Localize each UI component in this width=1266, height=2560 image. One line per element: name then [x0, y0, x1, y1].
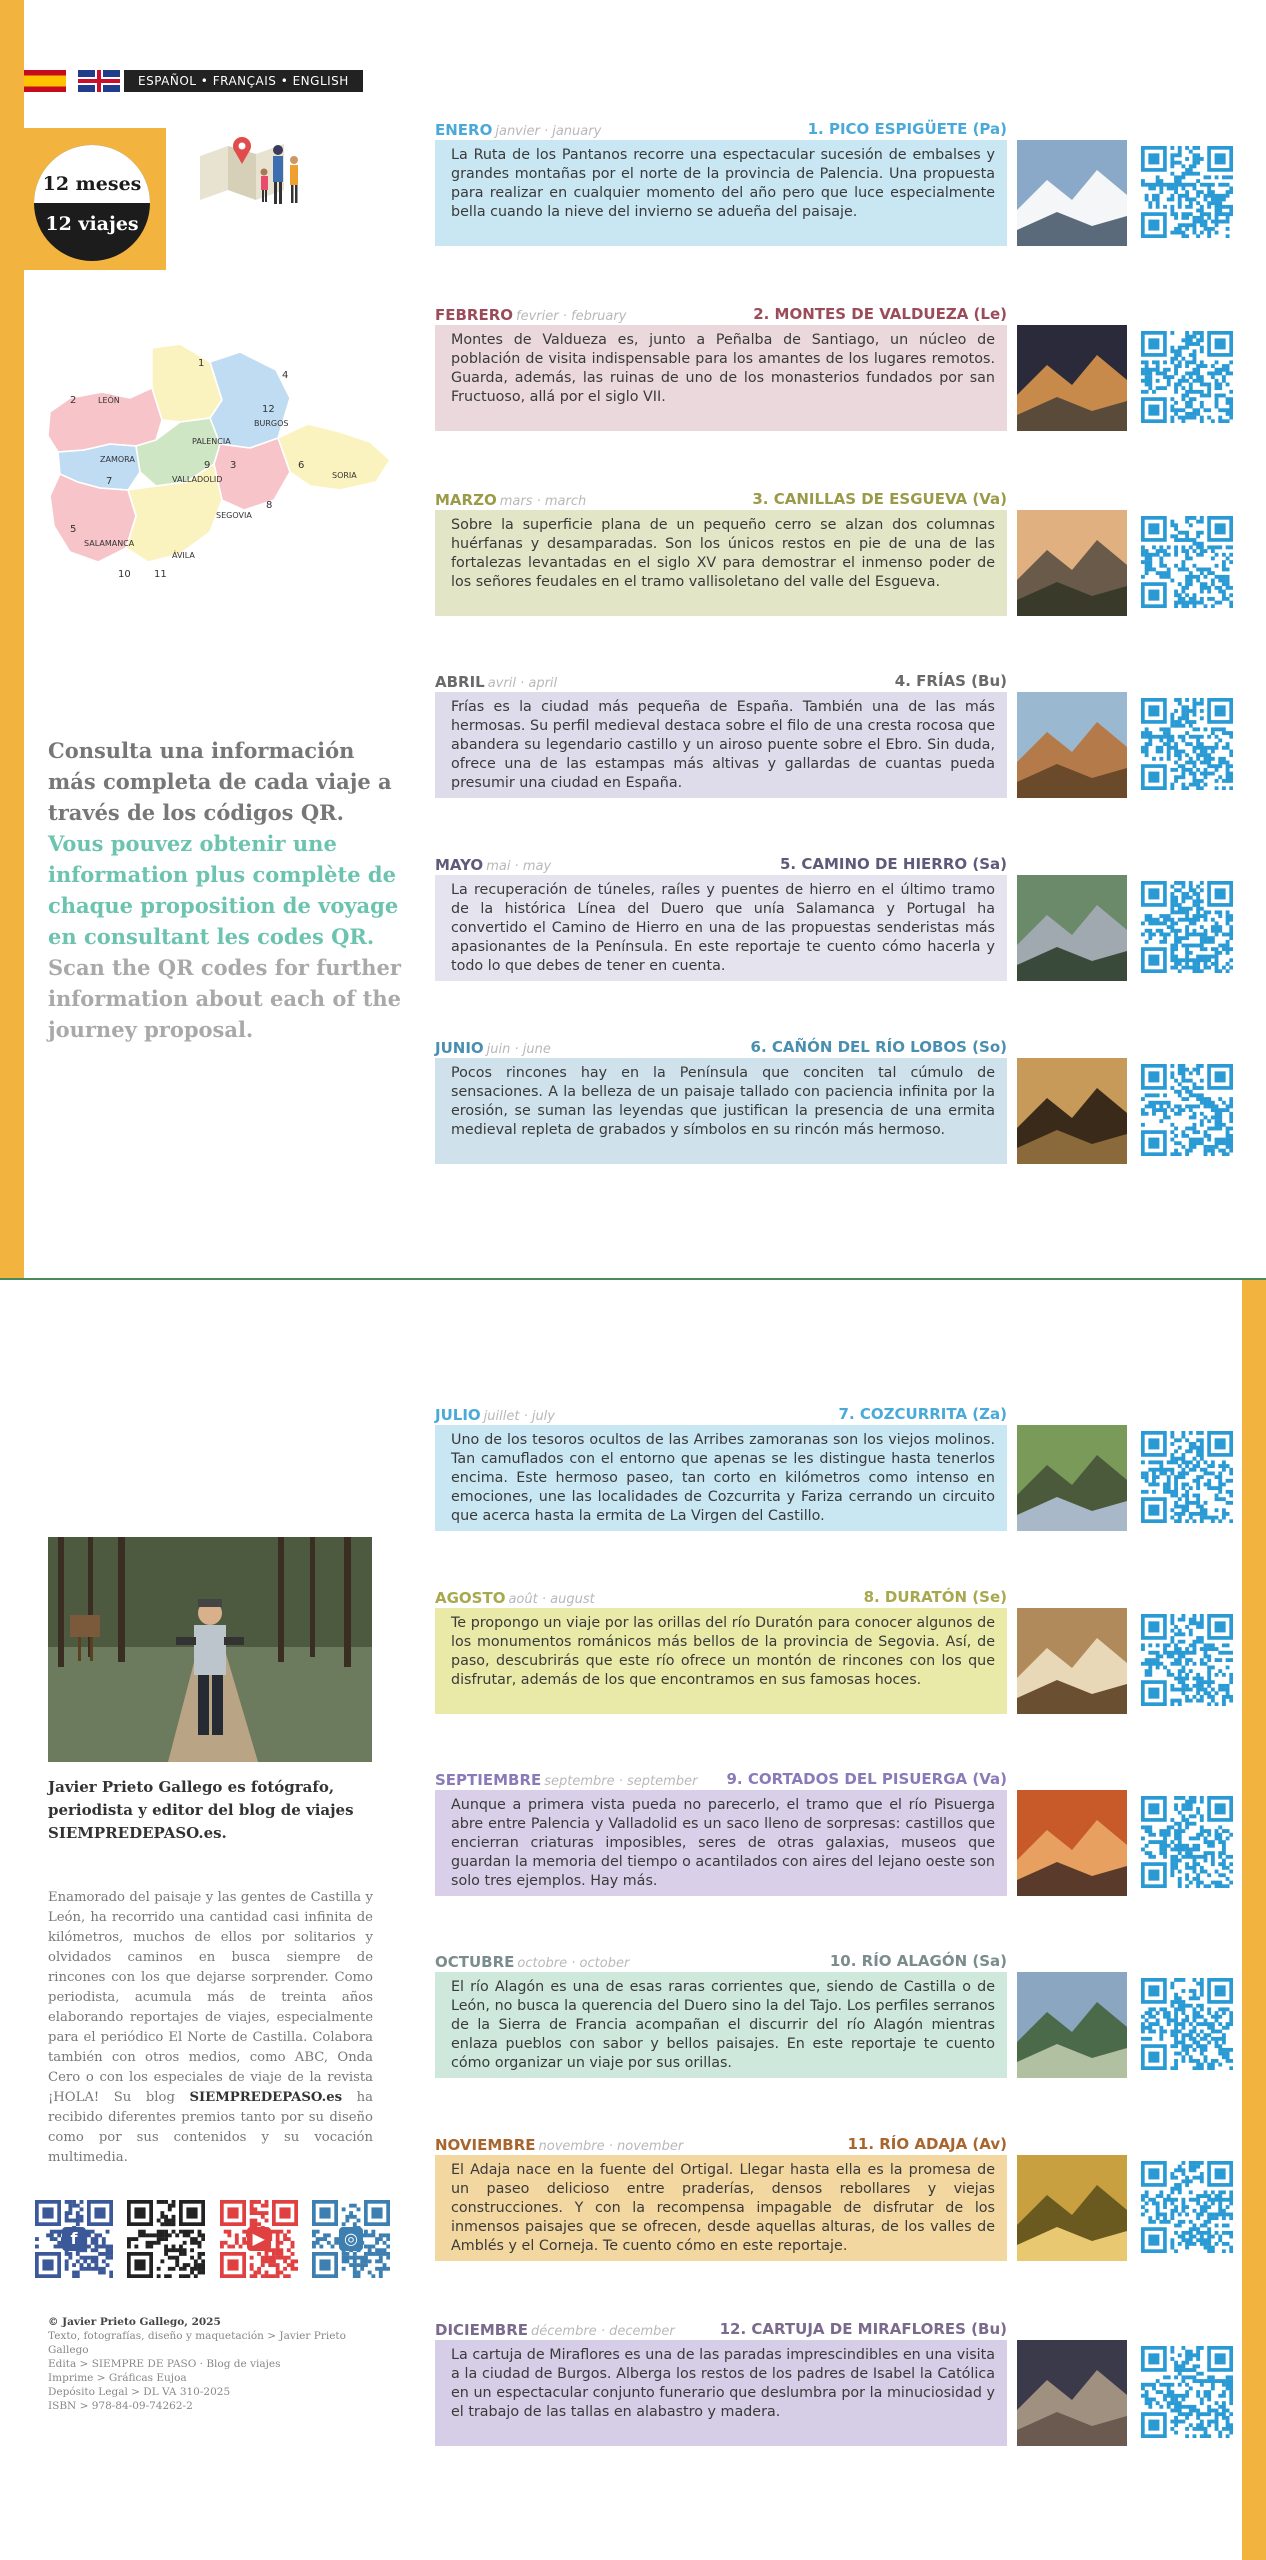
credit-line: Depósito Legal > DL VA 310-2025	[48, 2386, 231, 2398]
blog-name: SIEMPREDEPASO.es	[189, 2090, 343, 2105]
trip-description-box	[435, 1790, 1007, 1896]
map-label-8: 8	[266, 500, 273, 511]
trip-photo	[1017, 1058, 1127, 1164]
title-badge	[34, 145, 150, 261]
trip-qr-code-icon[interactable]	[1141, 2346, 1233, 2438]
trip-description-box	[435, 510, 1007, 616]
month-header	[435, 1952, 1007, 1970]
month-block-julio	[435, 1405, 1235, 1535]
map-label-6: 6	[298, 460, 305, 471]
month-block-septiembre	[435, 1770, 1235, 1900]
month-translation: mars · march	[499, 494, 587, 509]
uk-flag-icon	[78, 70, 120, 92]
month-translation: novembre · november	[538, 2139, 684, 2154]
trip-title: 8. DURATÓN (Se)	[863, 1588, 1007, 1606]
trip-photo	[1017, 1972, 1127, 2078]
month-translation: juillet · july	[483, 1409, 555, 1424]
page-edge-stripe	[0, 0, 24, 1280]
month-name: DICIEMBRE	[435, 2321, 529, 2339]
month-name: JULIO	[435, 1406, 481, 1424]
map-label-7: 7	[106, 476, 113, 487]
trip-photo	[1017, 2155, 1127, 2261]
month-translation: octobre · october	[517, 1956, 630, 1971]
month-name: MARZO	[435, 491, 497, 509]
social-qr-codes	[35, 2200, 390, 2280]
trip-photo	[1017, 140, 1127, 246]
trip-description: Uno de los tesoros ocultos de las Arribes zamoranas son los viejos molinos. Tan camuflados con el entorno que apenas se les distingue hasta tenerlos encima. Este hermoso paseo, tan corto en kilómetros como intenso en emociones, une las localidades de Cozcurrita y Fariza cerrando un circuito que acerca hasta la ermita de La Virgen del Castillo.	[451, 1432, 995, 1524]
page-separator	[0, 1278, 1266, 1280]
trip-title: 6. CAÑÓN DEL RÍO LOBOS (So)	[750, 1038, 1007, 1056]
month-header	[435, 1770, 1007, 1788]
trip-description: Sobre la superficie plana de un pequeño cerro se alzan dos columnas huérfanas y desamparadas. Son los únicos restos en pie de una de las fortalezas levantadas en el siglo XV para demostrar el inmenso poder de los señores feudales en el tramo vallisoletano del valle del Esgueva.	[451, 517, 995, 590]
qr-info-spanish: Consulta una información más completa de cada viaje a través de los códigos QR.	[48, 738, 392, 825]
trip-photo	[1017, 875, 1127, 981]
qr-info-french: Vous pouvez obtenir une information plus complète de chaque proposition de voyage en consultant les codes QR.	[48, 831, 399, 949]
map-label-4: 4	[282, 370, 289, 381]
trip-qr-code-icon[interactable]	[1141, 1064, 1233, 1156]
month-block-febrero	[435, 305, 1235, 435]
trip-qr-code-icon[interactable]	[1141, 698, 1233, 790]
month-name: NOVIEMBRE	[435, 2136, 536, 2154]
trip-description-box	[435, 875, 1007, 981]
month-translation: avril · april	[487, 676, 558, 691]
instagram-icon: ◎	[339, 2227, 363, 2251]
trip-description-box	[435, 325, 1007, 431]
trip-photo	[1017, 692, 1127, 798]
trip-photo	[1017, 1425, 1127, 1531]
month-name: MAYO	[435, 856, 484, 874]
map-label-1: 1	[198, 358, 205, 369]
month-translation: janvier · january	[495, 124, 602, 139]
map-label-segovia: SEGOVIA	[216, 511, 252, 520]
trip-title: 7. COZCURRITA (Za)	[838, 1405, 1007, 1423]
month-block-mayo	[435, 855, 1235, 985]
month-translation: décembre · december	[531, 2324, 675, 2339]
month-block-agosto	[435, 1588, 1235, 1718]
month-header	[435, 2135, 1007, 2153]
credit-line: ISBN > 978-84-09-74262-2	[48, 2400, 193, 2412]
trip-description: La recuperación de túneles, raíles y puentes de hierro en el último tramo de la histórica Línea del Duero que unía Salamanca y Portugal ha convertido el Camino de Hierro en una de las propuestas senderistas más apasionantes de la Península. En este reportaje te cuento cómo hacerla y todo lo que debes de tener en cuenta.	[451, 882, 995, 974]
trip-description-box	[435, 1608, 1007, 1714]
month-translation: mai · may	[486, 859, 552, 874]
month-name: FEBRERO	[435, 306, 514, 324]
trip-description-box	[435, 2340, 1007, 2446]
trip-description: Frías es la ciudad más pequeña de España. También una de las más hermosas. Su perfil medieval destaca sobre el filo de una cresta rocosa que abandera su legendario castillo y un airoso puente sobre el Ebro. Sin duda, ofrece una de las estampas más altivas y gallardas de cuantas pueda presumir una ciudad en España.	[451, 699, 995, 791]
trip-title: 2. MONTES DE VALDUEZA (Le)	[753, 305, 1007, 323]
trip-qr-code-icon[interactable]	[1141, 516, 1233, 608]
month-name: AGOSTO	[435, 1589, 506, 1607]
map-label-10: 10	[118, 569, 131, 580]
trip-description: Aunque a primera vista pueda no parecerlo, el tramo que el río Pisuerga abre entre Palencia y Valladolid es un saco lleno de sorpresas: castillos que encierran criaturas imposibles, seres de otras galaxias, museos que guardan la memoria del tiempo o acantilados con aires del lejano oeste son solo tres ejemplos. Hay más.	[451, 1797, 995, 1889]
trip-qr-code-icon[interactable]	[1141, 1614, 1233, 1706]
month-name: SEPTIEMBRE	[435, 1771, 542, 1789]
credit-line: Texto, fotografías, diseño y maquetación > Javier Prieto Gallego	[48, 2330, 346, 2356]
map-label-leon: LEÓN	[98, 396, 120, 405]
trip-title: 12. CARTUJA DE MIRAFLORES (Bu)	[719, 2320, 1007, 2338]
map-label-salamanca: SALAMANCA	[84, 539, 135, 548]
qr-info-text	[48, 735, 408, 1045]
trip-description: La cartuja de Miraflores es una de las paradas imprescindibles en una visita a la ciudad de Burgos. Alberga los restos de los padres de Isabel la Católica en un espectacular conjunto funerario que deslumbra por la minuciosidad y el trabajo de las tallas en alabastro y madera.	[451, 2347, 995, 2420]
map-label-12: 12	[262, 404, 275, 415]
trip-description-box	[435, 692, 1007, 798]
trip-qr-code-icon[interactable]	[1141, 1978, 1233, 2070]
map-label-avila: ÁVILA	[172, 551, 195, 560]
author-description: Enamorado del paisaje y las gentes de Castilla y León, ha recorrido una cantidad casi infinita de kilómetros, muchos de ellos por solitarios y olvidados caminos en busca siempre de rincones con los que dejarse sorprender. Como periodista, acumula más de treinta años elaborando reportajes de viajes, especialmente para el periódico El Norte de Castilla. Colabora también con otros medios, como ABC, Onda Cero o con los especiales de viaje de la revista ¡HOLA! Su blog SIEMPREDEPASO.es ha recibido diferentes premios tanto por su diseño como por sus contenidos y su vocación multimedia.	[48, 1890, 373, 2165]
trip-photo	[1017, 1608, 1127, 1714]
month-block-junio	[435, 1038, 1235, 1168]
social-qr-code[interactable]	[127, 2200, 205, 2278]
trip-description-box	[435, 1058, 1007, 1164]
trip-qr-code-icon[interactable]	[1141, 1431, 1233, 1523]
map-label-2: 2	[70, 395, 77, 406]
map-label-valladolid: VALLADOLID	[172, 475, 223, 484]
trip-description-box	[435, 1425, 1007, 1531]
trip-description: Montes de Valdueza es, junto a Peñalba de Santiago, un núcleo de población de visita indispensable para los amantes de los lugares remotos. Guarda, además, las ruinas de uno de los monasterios fundados por san Fructuoso, allá por el siglo VII.	[451, 332, 995, 405]
credit-line: Edita > SIEMPRE DE PASO · Blog de viajes	[48, 2358, 281, 2370]
month-header	[435, 1038, 1007, 1056]
social-qr-code[interactable]	[220, 2200, 298, 2278]
month-block-octubre	[435, 1952, 1235, 2082]
trip-description: Te propongo un viaje por las orillas del río Duratón para conocer algunos de los monumentos románicos más bellos de la provincia de Segovia. Así, de paso, descubrirás que este río ofrece un montón de rincones con los que disfrutar, además de los que encontramos en sus famosas hoces.	[451, 1615, 995, 1688]
month-header	[435, 120, 1007, 138]
month-header	[435, 2320, 1007, 2338]
trip-photo	[1017, 1790, 1127, 1896]
trip-description: Pocos rincones hay en la Península que conciten tal cúmulo de sensaciones. A la belleza de un paisaje tallado con paciencia infinita por la erosión, se suman las leyendas que justifican la presencia de una ermita medieval repleta de grabados y símbolos en su rincón más hermoso.	[451, 1065, 995, 1138]
badge-line-2: 12 viajes	[45, 213, 139, 235]
trip-description-box	[435, 140, 1007, 246]
badge-line-1: 12 meses	[42, 173, 142, 195]
month-header	[435, 855, 1007, 873]
map-label-burgos: BURGOS	[254, 419, 289, 428]
map-travelers-illustration-icon	[198, 128, 310, 208]
month-block-marzo	[435, 490, 1235, 620]
month-header	[435, 305, 1007, 323]
month-block-noviembre	[435, 2135, 1235, 2265]
castilla-leon-map	[40, 340, 410, 590]
month-translation: juin · june	[486, 1042, 551, 1057]
month-name: OCTUBRE	[435, 1953, 515, 1971]
trip-title: 9. CORTADOS DEL PISUERGA (Va)	[726, 1770, 1007, 1788]
month-header	[435, 1588, 1007, 1606]
trip-qr-code-icon[interactable]	[1141, 146, 1233, 238]
credits	[48, 2315, 388, 2413]
credit-line: © Javier Prieto Gallego, 2025	[48, 2316, 221, 2328]
trip-qr-code-icon[interactable]	[1141, 2161, 1233, 2253]
trip-description-box	[435, 1972, 1007, 2078]
spain-flag-icon	[24, 70, 66, 92]
trip-title: 1. PICO ESPIGÜETE (Pa)	[807, 120, 1007, 138]
map-label-zamora: ZAMORA	[100, 455, 135, 464]
trip-qr-code-icon[interactable]	[1141, 1796, 1233, 1888]
map-label-3: 3	[230, 460, 237, 471]
map-label-9: 9	[204, 460, 211, 471]
month-name: JUNIO	[435, 1039, 484, 1057]
language-bar	[24, 68, 363, 94]
trip-description: El río Alagón es una de esas raras corrientes que, siendo de Castilla o de León, no busca la querencia del Duero sino la del Tajo. Los perfiles serranos de la Sierra de Francia acompañan el discurrir del río Alagón mientras enlaza pueblos con sabor y bellos paisajes. En este reportaje te cuento cómo organizar un viaje por sus orillas.	[451, 1979, 995, 2071]
trip-title: 5. CAMINO DE HIERRO (Sa)	[779, 855, 1007, 873]
trip-photo	[1017, 510, 1127, 616]
trip-photo	[1017, 2340, 1127, 2446]
social-qr-code[interactable]	[35, 2200, 113, 2278]
month-block-diciembre	[435, 2320, 1235, 2450]
month-translation: septembre · september	[544, 1774, 698, 1789]
trip-description: El Adaja nace en la fuente del Ortigal. Llegar hasta ella es la promesa de un paseo delicioso entre praderías, densos rebollares y viejas construcciones. Y con la recompensa impagable de disfrutar de los inmensos paisajes que se ofrecen, desde aquellas alturas, de los valles de Amblés y el Corneja. Te cuento cómo en este reportaje.	[451, 2162, 995, 2254]
trip-title: 4. FRÍAS (Bu)	[894, 672, 1007, 690]
month-translation: août · august	[508, 1592, 595, 1607]
month-header	[435, 490, 1007, 508]
trip-qr-code-icon[interactable]	[1141, 331, 1233, 423]
map-label-palencia: PALENCIA	[192, 437, 231, 446]
trip-qr-code-icon[interactable]	[1141, 881, 1233, 973]
month-translation: fevrier · february	[516, 309, 627, 324]
trip-photo	[1017, 325, 1127, 431]
month-header	[435, 1405, 1007, 1423]
badge-box	[24, 128, 166, 270]
month-block-enero	[435, 120, 1235, 250]
map-label-11: 11	[154, 569, 167, 580]
author-bio: Javier Prieto Gallego es fotógrafo, periodista y editor del blog de viajes SIEMPREDEPASO.es.	[48, 1778, 354, 1842]
month-name: ABRIL	[435, 673, 485, 691]
month-name: ENERO	[435, 121, 493, 139]
map-label-5: 5	[70, 524, 77, 535]
month-block-abril	[435, 672, 1235, 802]
author-photo	[48, 1537, 372, 1762]
credit-line: Imprime > Gráficas Eujoa	[48, 2372, 187, 2384]
qr-info-english: Scan the QR codes for further information about each of the journey proposal.	[48, 955, 402, 1042]
youtube-icon: ▶	[247, 2227, 271, 2251]
social-qr-code[interactable]	[312, 2200, 390, 2278]
page-two	[0, 1280, 1266, 2560]
trip-title: 11. RÍO ADAJA (Av)	[847, 2135, 1007, 2153]
month-header	[435, 672, 1007, 690]
map-label-soria: SORIA	[332, 471, 357, 480]
facebook-icon: f	[62, 2227, 86, 2251]
trip-title: 10. RÍO ALAGÓN (Sa)	[829, 1952, 1007, 1970]
page-edge-stripe	[1242, 1280, 1266, 2560]
trip-description: La Ruta de los Pantanos recorre una espectacular sucesión de embalses y grandes montañas por el norte de la provincia de Palencia. Una propuesta para realizar en cualquier momento del año pero que luce especialmente bella cuando la nieve del invierno se adueña del paisaje.	[451, 147, 995, 220]
trip-description-box	[435, 2155, 1007, 2261]
trip-title: 3. CANILLAS DE ESGUEVA (Va)	[752, 490, 1007, 508]
language-list: ESPAÑOL • FRANÇAIS • ENGLISH	[124, 70, 363, 92]
